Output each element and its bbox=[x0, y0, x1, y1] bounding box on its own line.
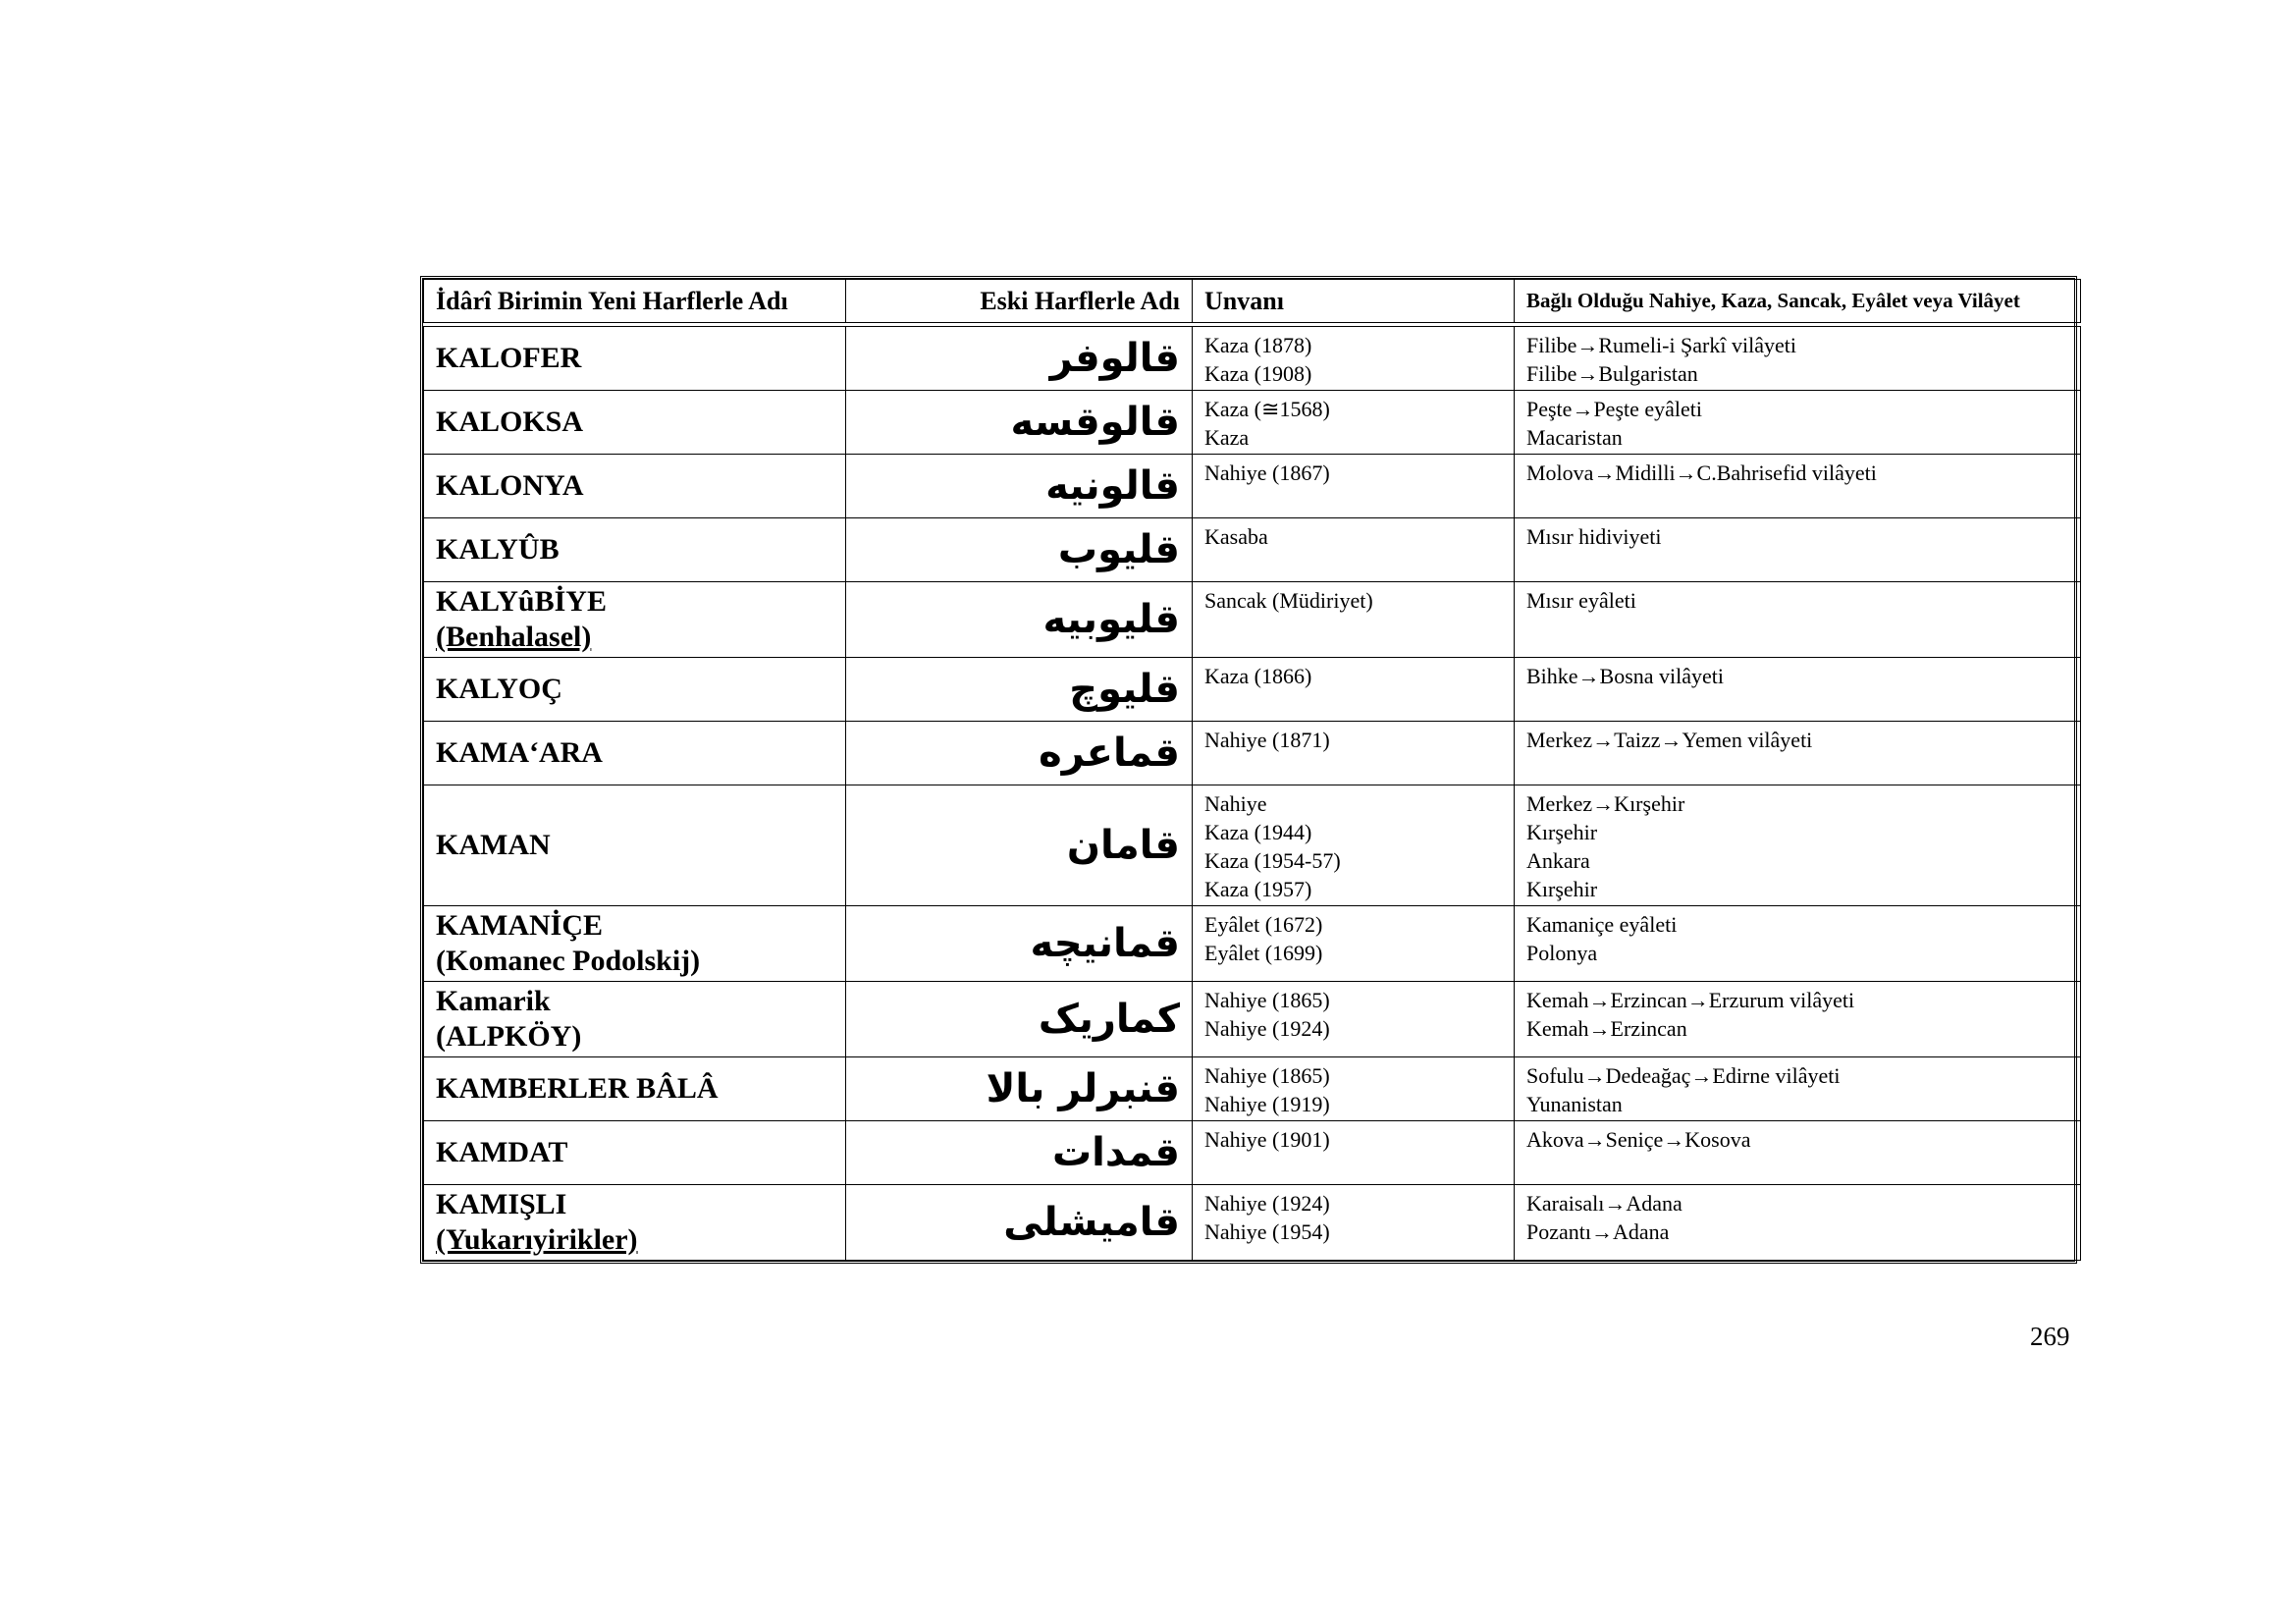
cell-line: Bihke→Bosna vilâyeti bbox=[1526, 664, 1725, 688]
row-name: KALYûBİYE (Benhalasel) bbox=[424, 582, 846, 658]
cell-line: Polonya bbox=[1526, 941, 1598, 965]
row-title bbox=[1193, 722, 1515, 785]
row-arabic: قامان bbox=[846, 785, 1193, 906]
row-affiliation bbox=[1515, 658, 2081, 722]
cell-line: Kemah→Erzincan→Erzurum vilâyeti bbox=[1526, 988, 1855, 1012]
cell-line: Pozantı→Adana bbox=[1526, 1219, 1670, 1244]
table-row bbox=[424, 982, 2081, 1057]
cell-line: Nahiye (1901) bbox=[1204, 1127, 1330, 1152]
cell-line: Macaristan bbox=[1526, 425, 1623, 450]
row-arabic: قليوبيه bbox=[846, 582, 1193, 658]
row-title bbox=[1193, 391, 1515, 455]
cell-line: Akova→Seniçe→Kosova bbox=[1526, 1127, 1751, 1152]
cell-line: Nahiye bbox=[1204, 791, 1267, 816]
cell-line: Yunanistan bbox=[1526, 1092, 1623, 1116]
row-arabic: قنبرلر بالا bbox=[846, 1057, 1193, 1121]
table-row bbox=[424, 785, 2081, 906]
table-row bbox=[424, 582, 2081, 658]
cell-line: Nahiye (1867) bbox=[1204, 460, 1330, 485]
cell-line: Eyâlet (1699) bbox=[1204, 941, 1323, 965]
cell-line: Nahiye (1865) bbox=[1204, 988, 1330, 1012]
row-name: KAMAN bbox=[424, 785, 846, 906]
cell-line: Kaza bbox=[1204, 425, 1250, 450]
cell-line: Molova→Midilli→C.Bahrisefid vilâyeti bbox=[1526, 460, 1877, 485]
table-header-row bbox=[424, 280, 2081, 323]
row-arabic: قاميشلى bbox=[846, 1185, 1193, 1261]
row-title bbox=[1193, 327, 1515, 391]
row-arabic: قليوب bbox=[846, 518, 1193, 582]
cell-line: Nahiye (1924) bbox=[1204, 1191, 1330, 1216]
row-title bbox=[1193, 982, 1515, 1057]
row-affiliation bbox=[1515, 455, 2081, 518]
row-affiliation bbox=[1515, 391, 2081, 455]
row-title bbox=[1193, 582, 1515, 658]
cell-line: Kırşehir bbox=[1526, 877, 1598, 901]
table-row bbox=[424, 1121, 2081, 1185]
cell-line: Mısır eyâleti bbox=[1526, 588, 1636, 613]
header-old-name: Eski Harflerle Adı bbox=[846, 280, 1193, 323]
header-title: Unvanı bbox=[1193, 280, 1515, 323]
cell-line: Kaza (1944) bbox=[1204, 820, 1312, 844]
cell-line: Merkez→Taizz→Yemen vilâyeti bbox=[1526, 728, 1813, 752]
row-affiliation bbox=[1515, 327, 2081, 391]
cell-line: Filibe→Bulgaristan bbox=[1526, 361, 1698, 386]
cell-line: Kasaba bbox=[1204, 524, 1268, 549]
row-arabic: قالونيه bbox=[846, 455, 1193, 518]
row-name: KAMBERLER BÂLÂ bbox=[424, 1057, 846, 1121]
row-name: Kamarik (ALPKÖY) bbox=[424, 982, 846, 1057]
row-title bbox=[1193, 785, 1515, 906]
row-arabic: قليوچ bbox=[846, 658, 1193, 722]
row-title bbox=[1193, 518, 1515, 582]
row-name: KAMA‘ARA bbox=[424, 722, 846, 785]
cell-line: Nahiye (1954) bbox=[1204, 1219, 1330, 1244]
cell-line: Nahiye (1871) bbox=[1204, 728, 1330, 752]
cell-line: Kırşehir bbox=[1526, 820, 1598, 844]
cell-line: Karaisalı→Adana bbox=[1526, 1191, 1682, 1216]
cell-line: Kaza (1957) bbox=[1204, 877, 1312, 901]
cell-line: Peşte→Peşte eyâleti bbox=[1526, 397, 1703, 421]
row-affiliation bbox=[1515, 582, 2081, 658]
cell-line: Kaza (1908) bbox=[1204, 361, 1312, 386]
row-affiliation bbox=[1515, 722, 2081, 785]
cell-line: Nahiye (1919) bbox=[1204, 1092, 1330, 1116]
row-title bbox=[1193, 906, 1515, 982]
row-arabic: قمانيچه bbox=[846, 906, 1193, 982]
row-name: KALYÛB bbox=[424, 518, 846, 582]
row-name: KALOFER bbox=[424, 327, 846, 391]
row-name: KALYOÇ bbox=[424, 658, 846, 722]
cell-line: Filibe→Rumeli-i Şarkî vilâyeti bbox=[1526, 333, 1796, 357]
row-affiliation bbox=[1515, 1185, 2081, 1261]
row-affiliation bbox=[1515, 982, 2081, 1057]
cell-line: Ankara bbox=[1526, 848, 1590, 873]
table-row bbox=[424, 1185, 2081, 1261]
cell-line: Kaza (1878) bbox=[1204, 333, 1312, 357]
cell-line: Kaza (1866) bbox=[1204, 664, 1312, 688]
row-name: KALONYA bbox=[424, 455, 846, 518]
cell-line: Eyâlet (1672) bbox=[1204, 912, 1323, 937]
table-row bbox=[424, 518, 2081, 582]
table-row bbox=[424, 906, 2081, 982]
row-arabic: قالوقسه bbox=[846, 391, 1193, 455]
table-row bbox=[424, 722, 2081, 785]
cell-line: Kaza (≅1568) bbox=[1204, 397, 1330, 421]
table-row bbox=[424, 391, 2081, 455]
cell-line: Nahiye (1865) bbox=[1204, 1063, 1330, 1088]
row-affiliation bbox=[1515, 518, 2081, 582]
row-arabic: قماعره bbox=[846, 722, 1193, 785]
cell-line: Kemah→Erzincan bbox=[1526, 1016, 1687, 1041]
cell-line: Nahiye (1924) bbox=[1204, 1016, 1330, 1041]
page-number: 269 bbox=[2030, 1322, 2070, 1351]
header-affiliation: Bağlı Olduğu Nahiye, Kaza, Sancak, Eyâlet veya Vilâyet bbox=[1515, 280, 2081, 323]
cell-line: Sancak (Müdiriyet) bbox=[1204, 588, 1373, 613]
row-affiliation bbox=[1515, 906, 2081, 982]
table-row bbox=[424, 327, 2081, 391]
row-title bbox=[1193, 455, 1515, 518]
table-row bbox=[424, 1057, 2081, 1121]
row-title bbox=[1193, 1121, 1515, 1185]
row-title bbox=[1193, 1185, 1515, 1261]
header-new-name: İdârî Birimin Yeni Harflerle Adı bbox=[424, 280, 846, 323]
row-arabic: قالوفر bbox=[846, 327, 1193, 391]
table-row bbox=[424, 658, 2081, 722]
admin-units-table-frame bbox=[420, 276, 2077, 1264]
row-affiliation bbox=[1515, 1121, 2081, 1185]
row-arabic: قمدات bbox=[846, 1121, 1193, 1185]
cell-line: Kamaniçe eyâleti bbox=[1526, 912, 1678, 937]
cell-line: Merkez→Kırşehir bbox=[1526, 791, 1685, 816]
row-name: KALOKSA bbox=[424, 391, 846, 455]
row-affiliation bbox=[1515, 785, 2081, 906]
table-row bbox=[424, 455, 2081, 518]
cell-line: Mısır hidiviyeti bbox=[1526, 524, 1662, 549]
row-arabic: كماريک bbox=[846, 982, 1193, 1057]
row-name: KAMDAT bbox=[424, 1121, 846, 1185]
cell-line: Sofulu→Dedeağaç→Edirne vilâyeti bbox=[1526, 1063, 1841, 1088]
admin-units-table bbox=[423, 279, 2081, 1261]
row-name: KAMANİÇE (Komanec Podolskij) bbox=[424, 906, 846, 982]
cell-line: Kaza (1954-57) bbox=[1204, 848, 1341, 873]
row-title bbox=[1193, 1057, 1515, 1121]
row-name: KAMIŞLI (Yukarıyirikler) bbox=[424, 1185, 846, 1261]
row-affiliation bbox=[1515, 1057, 2081, 1121]
row-title bbox=[1193, 658, 1515, 722]
